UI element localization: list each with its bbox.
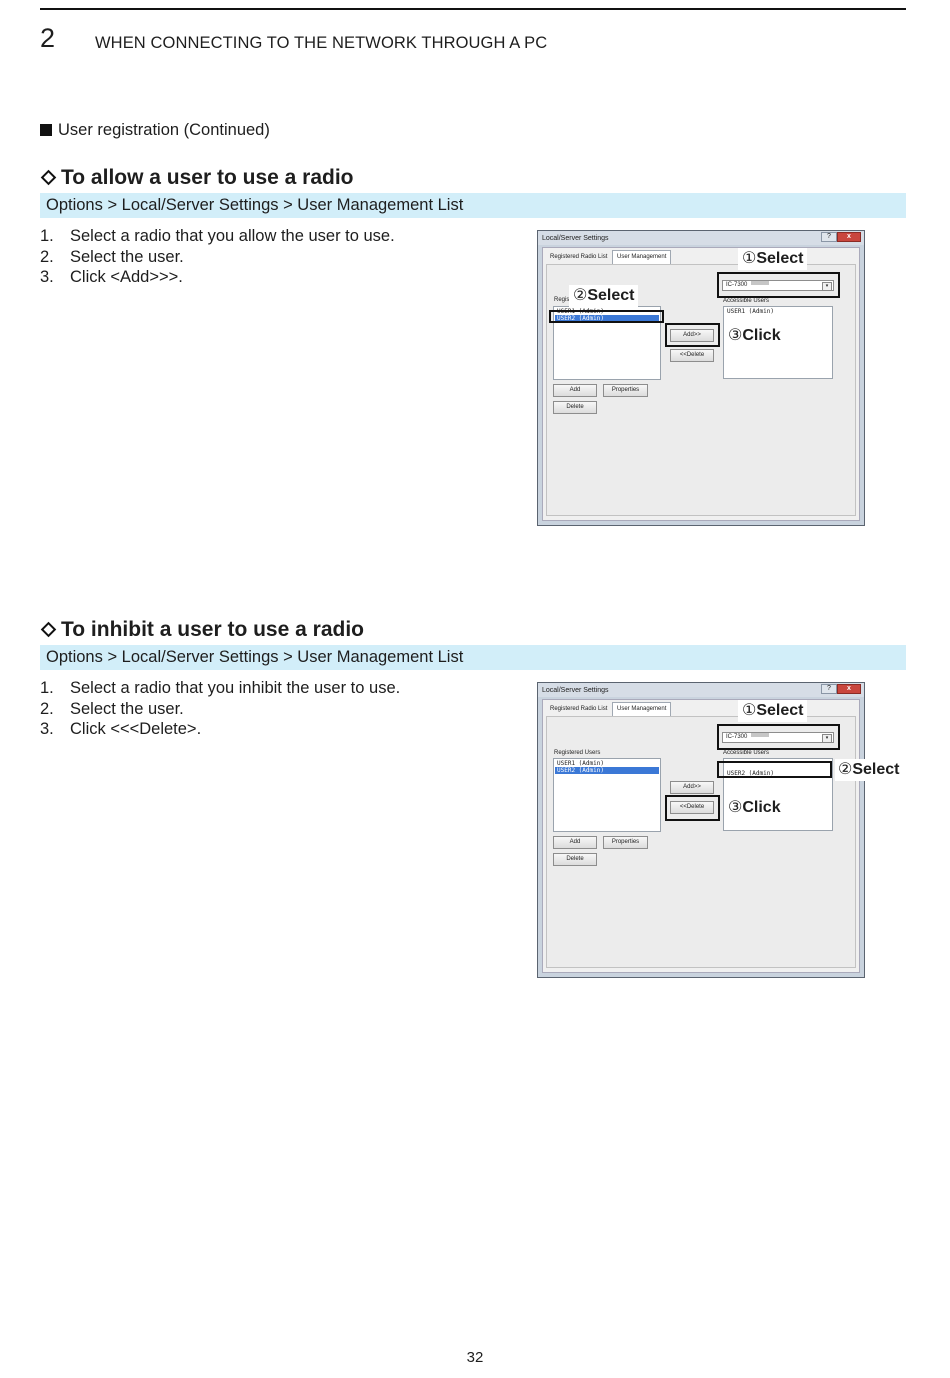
tab-user-management[interactable]: User Management [612,250,671,264]
list-item[interactable]: USER2 (Admin) [555,315,659,322]
dialog-titlebar [538,231,864,245]
close-icon[interactable]: x [837,232,861,242]
step-item: 2. Select the user. [40,247,184,266]
list-item[interactable]: USER1 (Admin) [557,308,604,315]
chevron-down-icon: ▾ [822,734,832,743]
step-item: 1. Select a radio that you allow the user to use. [40,227,395,245]
list-item[interactable]: USER1 (Admin) [557,760,604,767]
page-number: 32 [466,1349,484,1366]
section-allow-steps [40,226,395,288]
accessible-users-label: Accessible Users [723,750,770,756]
section-inhibit-heading [40,617,364,643]
radio-select[interactable]: IC-7300 ▾ [722,280,834,291]
chevron-down-icon: ▾ [822,282,832,291]
help-icon[interactable]: ? [821,684,837,694]
callout-click: ③Click [724,797,785,819]
dialog-title: Local/Server Settings [542,235,609,242]
add-to-button[interactable]: Add>> [670,329,714,342]
subsection-heading [40,120,270,140]
section-allow-path: Options > Local/Server Settings > User Management List [40,193,906,218]
section-inhibit-steps [40,678,400,740]
registered-users-label: Registered Users [554,750,601,756]
callout-click: ③Click [724,325,785,347]
callout-select-radio: ①Select [738,248,807,270]
highlight-box [717,724,840,750]
dialog-screenshot-allow [537,230,865,526]
diamond-icon [41,622,57,638]
callout-select-user: ②Select [835,759,902,781]
section-inhibit-title: To inhibit a user to use a radio [61,618,364,641]
properties-button[interactable]: Properties [603,384,648,397]
accessible-users-label: Accessible Users [723,298,770,304]
step-item: 1. Select a radio that you inhibit the user to use. [40,679,401,697]
section-inhibit-path: Options > Local/Server Settings > User Management List [40,645,906,670]
list-item[interactable]: USER2 (Admin) [727,770,774,777]
header-rule [40,8,906,10]
chapter-title: WHEN CONNECTING TO THE NETWORK THROUGH A PC [95,34,548,52]
callout-select-user: ②Select [569,285,638,307]
highlight-box [717,272,840,298]
chapter-number: 2 [40,23,56,53]
add-to-button[interactable]: Add>> [670,781,714,794]
help-icon[interactable]: ? [821,232,837,242]
add-button[interactable]: Add [553,384,597,397]
dialog-screenshot-inhibit [537,682,865,978]
highlight-box [665,795,720,821]
registered-users-list[interactable] [553,758,661,832]
step-item: 2. Select the user. [40,699,184,718]
tab-registered-radio-list[interactable]: Registered Radio List [550,254,608,260]
close-icon[interactable]: x [837,684,861,694]
radio-select[interactable]: IC-7300 ▾ [722,732,834,743]
delete-button[interactable]: Delete [553,853,597,866]
highlight-box [717,761,832,778]
list-item[interactable]: USER2 (Admin) [555,767,659,774]
tab-user-management[interactable]: User Management [612,702,671,716]
add-button[interactable]: Add [553,836,597,849]
section-allow-title: To allow a user to use a radio [61,166,354,189]
callout-select-radio: ①Select [738,700,807,722]
highlight-box [549,310,664,323]
properties-button[interactable]: Properties [603,836,648,849]
dialog-title: Local/Server Settings [542,687,609,694]
section-allow-heading [40,165,354,191]
subsection-text: User registration (Continued) [58,121,270,139]
registered-users-label: Regis [554,297,570,303]
delete-button[interactable]: Delete [553,401,597,414]
tab-registered-radio-list[interactable]: Registered Radio List [550,706,608,712]
step-item: 3. Click <<<Delete>. [40,720,202,739]
remove-button[interactable]: <<Delete [670,349,714,362]
diamond-icon [41,170,57,186]
highlight-box [665,323,720,347]
step-item: 3. Click <Add>>>. [40,268,183,287]
dialog-titlebar [538,683,864,697]
square-bullet-icon [40,124,52,136]
list-item[interactable]: USER1 (Admin) [727,308,774,315]
remove-button[interactable]: <<Delete [670,801,714,814]
